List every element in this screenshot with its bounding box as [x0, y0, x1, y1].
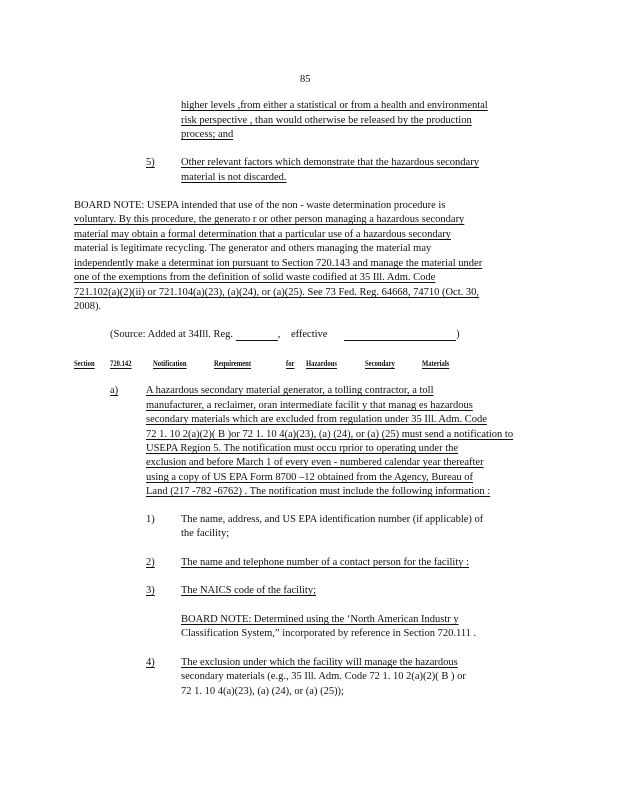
item2-number: 2)	[146, 557, 155, 568]
subsection-a-line-8: Land (217 -782 -6762) . The notification must include the following information :	[146, 486, 491, 497]
board-note1-line-3: material may obtain a formal determination that a particular use of a hazardous secondary	[74, 229, 451, 240]
board-note1-line-2: voluntary. By this procedure, the generato r or other person managing a hazardous secondary	[74, 214, 465, 225]
item5-line-2: material is not discarded.	[181, 172, 287, 183]
item3-line-1: The NAICS code of the facility;	[181, 585, 317, 596]
section-number: 720.142	[110, 358, 132, 368]
source-prefix: (Source: Added at 34Ill. Reg.	[110, 329, 234, 340]
section-label: Section	[74, 358, 95, 368]
item3-number: 3)	[146, 585, 155, 596]
item4-line-1: The exclusion under which the facility will manage the hazardous	[181, 657, 458, 668]
item1-line-2: the facility;	[181, 528, 230, 539]
section-title-word-3: for	[286, 358, 295, 368]
board-note1-line-8: 2008).	[74, 301, 102, 312]
item4-cont-line-1: higher levels ,from either a statistical or from a health and environmental	[181, 100, 488, 111]
subsection-a-line-3: secondary materials which are excluded from regulation under 35 Ill. Adm. Code	[146, 414, 487, 425]
board-note1-line-5: independently make a determinat ion pursuant to Section 720.143 and manage the material under	[74, 258, 483, 269]
board-note1-line-4: material is legitimate recycling. The generator and others managing the material may	[74, 243, 432, 254]
item1-line-1: The name, address, and US EPA identification number (if applicable) of	[181, 514, 484, 525]
subsection-a-line-4: 72 1. 10 2(a)(2)( B )or 72 1. 10 4(a)(23), (a) (24), or (a) (25) must send a notification to	[146, 429, 514, 440]
section-title-word-6: Materials	[422, 358, 450, 368]
item4-line-2: secondary materials (e.g., 35 Ill. Adm. Code 72 1. 10 2(a)(2)( B ) or	[181, 671, 466, 682]
item5-line-1: Other relevant factors which demonstrate that the hazardous secondary	[181, 157, 479, 168]
source-close: )	[456, 329, 460, 340]
item4-line-3: 72 1. 10 4(a)(23), (a) (24), or (a) (25));	[181, 686, 344, 697]
source-reg-blank	[236, 330, 278, 341]
page-number: 85	[300, 74, 311, 85]
item4-cont-line-3: process; and	[181, 129, 234, 140]
subsection-a-line-1: A hazardous secondary material generator, a tolling contractor, a toll	[146, 385, 434, 396]
section-title-word-4: Hazardous	[306, 358, 337, 368]
item4-cont-line-2: risk perspective , than would otherwise be released by the production	[181, 115, 472, 126]
item4-number: 4)	[146, 657, 155, 668]
item2-line-1: The name and telephone number of a contact person for the facility :	[181, 557, 470, 568]
board-note2-line-1: BOARD NOTE: Determined using the ‘North American Industr y	[181, 614, 459, 625]
board-note2-line-2: Classification System,” incorporated by reference in Section 720.111 .	[181, 628, 477, 639]
subsection-a-line-2: manufacturer, a reclaimer, oran intermediate facilit y that manag es hazardous	[146, 400, 473, 411]
board-note1-line-1: BOARD NOTE: USEPA intended that use of the non - waste determination procedure is	[74, 200, 446, 211]
section-title-word-5: Secondary	[365, 358, 395, 368]
subsection-a-label: a)	[110, 385, 119, 396]
subsection-a-line-7: using a copy of US EPA Form 8700 –12 obtained from the Agency, Bureau of	[146, 472, 474, 483]
section-title-word-1: Notification	[153, 358, 187, 368]
source-line	[110, 329, 460, 341]
board-note1-line-6: one of the exemptions from the definition of solid waste codified at 35 Ill. Adm. Code	[74, 272, 436, 283]
subsection-a-line-6: exclusion and before March 1 of every even - numbered calendar year thereafter	[146, 457, 484, 468]
source-effective-blank	[344, 330, 456, 341]
item5-number: 5)	[146, 157, 155, 168]
board-note1-line-7: 721.102(a)(2)(ii) or 721.104(a)(23), (a)(24), or (a)(25). See 73 Fed. Reg. 64668, 74710 (Oct. 30,	[74, 287, 480, 298]
item1-number: 1)	[146, 514, 155, 525]
subsection-a-line-5: USEPA Region 5. The notification must occu rprior to operating under the	[146, 443, 459, 454]
section-title-word-2: Requirement	[214, 358, 252, 368]
source-comma: ,	[277, 329, 281, 340]
source-effective-label: effective	[290, 329, 328, 340]
